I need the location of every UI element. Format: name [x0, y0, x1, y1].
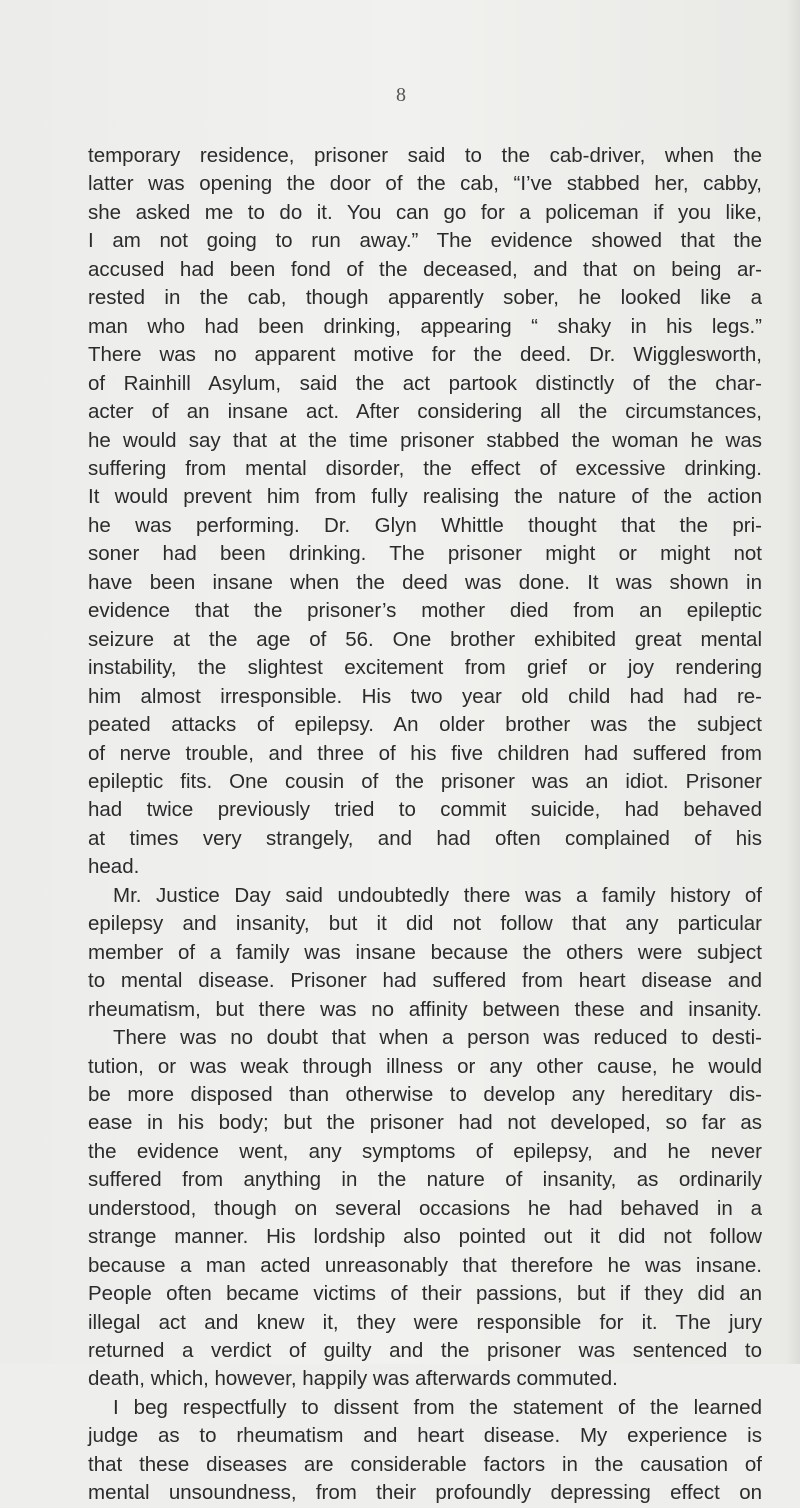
text-line: of nerve trouble, and three of his five children had suffered from	[88, 741, 762, 765]
body-text	[88, 142, 762, 1508]
text-line: seizure at the age of 56. One brother exhibited great mental	[88, 627, 762, 651]
paragraph-author-dissent	[88, 1394, 762, 1508]
text-line: have been insane when the deed was done. It was shown in	[88, 570, 762, 594]
text-line: illegal act and knew it, they were responsible for it. The jury	[88, 1310, 762, 1334]
text-line: because a man acted unreasonably that therefore he was insane.	[88, 1253, 762, 1277]
text-line: instability, the slightest excitement from grief or joy rendering	[88, 656, 762, 680]
paragraph-trial-evidence	[88, 142, 762, 882]
page-number: 8	[396, 84, 406, 106]
text-line: epilepsy and insanity, but it did not follow that any particular	[88, 912, 762, 936]
text-line: acter of an insane act. After considering all the circumstances,	[88, 400, 762, 424]
text-line: understood, though on several occasions he had behaved in a	[88, 1196, 762, 1220]
text-line: temporary residence, prisoner said to the cab-driver, when the	[88, 144, 762, 167]
text-line: strange manner. His lordship also pointed out it did not follow	[88, 1225, 762, 1249]
text-line: head.	[88, 855, 140, 879]
text-line: peated attacks of epilepsy. An older brother was the subject	[88, 713, 762, 737]
text-line: him almost irresponsible. His two year old child had had re-	[88, 684, 762, 708]
text-line: latter was opening the door of the cab, “I’ve stabbed her, cabby,	[88, 172, 762, 196]
text-line: judge as to rheumatism and heart disease. My experience is	[88, 1424, 762, 1448]
paragraph-judge-summary	[88, 882, 762, 1394]
text-line: tution, or was weak through illness or any other cause, he would	[88, 1054, 762, 1078]
text-line: There was no doubt that when a person was reduced to desti-	[113, 1026, 762, 1050]
text-line: member of a family was insane because the others were subject	[88, 940, 762, 964]
text-line: to mental disease. Prisoner had suffered from heart disease and	[88, 969, 762, 993]
text-line: at times very strangely, and had often complained of his	[88, 826, 762, 850]
page-edge-shadow	[786, 0, 800, 1364]
text-line: suffering from mental disorder, the effect of excessive drinking.	[88, 456, 762, 480]
text-line: I beg respectfully to dissent from the statement of the learned	[113, 1395, 762, 1419]
text-line: he was performing. Dr. Glyn Whittle thought that the pri-	[88, 513, 762, 537]
text-line: had twice previously tried to commit suicide, had behaved	[88, 798, 762, 822]
text-line: soner had been drinking. The prisoner might or might not	[88, 542, 762, 566]
text-line: It would prevent him from fully realising the nature of the action	[88, 485, 762, 509]
text-line: There was no apparent motive for the deed. Dr. Wigglesworth,	[88, 343, 762, 367]
text-line: I am not going to run away.” The evidence showed that the	[88, 229, 762, 253]
text-line: that these diseases are considerable factors in the causation of	[88, 1452, 762, 1476]
text-line: death, which, however, happily was afterwards commuted.	[88, 1367, 618, 1391]
text-line: rheumatism, but there was no affinity between these and insanity.	[88, 997, 762, 1021]
text-line: of Rainhill Asylum, said the act partook distinctly of the char-	[88, 371, 762, 395]
text-line: suffered from anything in the nature of insanity, as ordinarily	[88, 1168, 762, 1192]
text-line: be more disposed than otherwise to develop any hereditary dis-	[88, 1082, 762, 1106]
text-line: accused had been fond of the deceased, and that on being ar-	[88, 257, 762, 281]
text-line: she asked me to do it. You can go for a policeman if you like,	[88, 200, 762, 224]
text-line: ease in his body; but the prisoner had not developed, so far as	[88, 1111, 762, 1135]
text-line: the evidence went, any symptoms of epilepsy, and he never	[88, 1139, 762, 1163]
text-line: People often became victims of their passions, but if they did an	[88, 1282, 762, 1306]
text-line: rested in the cab, though apparently sober, he looked like a	[88, 286, 762, 310]
text-line: epileptic fits. One cousin of the prisoner was an idiot. Prisoner	[88, 769, 762, 793]
text-line: mental unsoundness, from their profoundly depressing effect on	[88, 1481, 762, 1505]
text-line: evidence that the prisoner’s mother died from an epileptic	[88, 599, 762, 623]
text-line: returned a verdict of guilty and the prisoner was sentenced to	[88, 1339, 762, 1363]
text-line: Mr. Justice Day said undoubtedly there was a family history of	[113, 883, 762, 907]
text-line: he would say that at the time prisoner stabbed the woman he was	[88, 428, 762, 452]
text-line: man who had been drinking, appearing “ shaky in his legs.”	[88, 314, 762, 338]
